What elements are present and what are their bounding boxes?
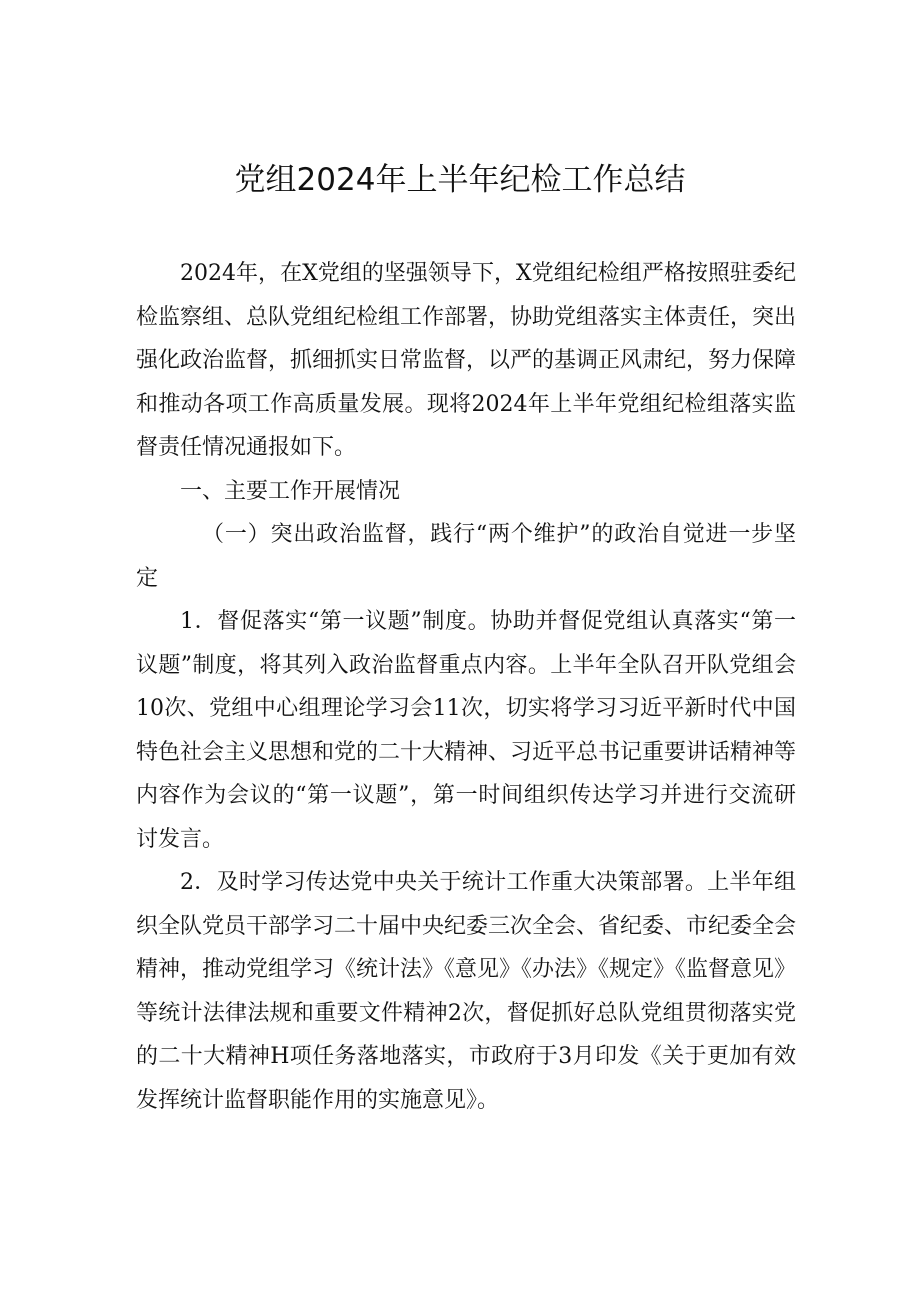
- intro-paragraph: 2024年，在X党组的坚强领导下，X党组纪检组严格按照驻委纪检监察组、总队党组纪检组工作部署，协助党组落实主体责任，突出强化政治监督，抓细抓实日常监督，以严的基调正风肃纪，努力保障和推动各项工作高质量发展。现将2024年上半年党组纪检组落实监督责任情况通报如下。: [136, 261, 797, 460]
- document-body: [136, 252, 796, 1122]
- subsection-heading-1: （一）突出政治监督，践行“两个维护”的政治自觉进一步坚定: [136, 522, 796, 591]
- section-heading-1: 一、主要工作开展情况: [180, 478, 401, 504]
- item-paragraph-1: 1．督促落实“第一议题”制度。协助并督促党组认真落实“第一议题”制度，将其列入政治监督重点内容。上半年全队召开队党组会10次、党组中心组理论学习会11次，切实将学习习近平新时代中国特色社会主义思想和党的二十大精神、习近平总书记重要讲话精神等内容作为会议的“第一议题”，第一时间组织传达学习并进行交流研讨发言。: [136, 609, 797, 852]
- item-paragraph-2: 2．及时学习传达党中央关于统计工作重大决策部署。上半年组织全队党员干部学习二十届中央纪委三次全会、省纪委、市纪委全会精神，推动党组学习《统计法》《意见》《办法》《规定》《监督意见》等统计法律法规和重要文件精神2次，督促抓好总队党组贯彻落实党的二十大精神H项任务落地落实，市政府于3月印发《关于更加有效发挥统计监督职能作用的实施意见》。: [136, 870, 797, 1113]
- document-title: 党组2024年上半年纪检工作总结: [234, 162, 686, 198]
